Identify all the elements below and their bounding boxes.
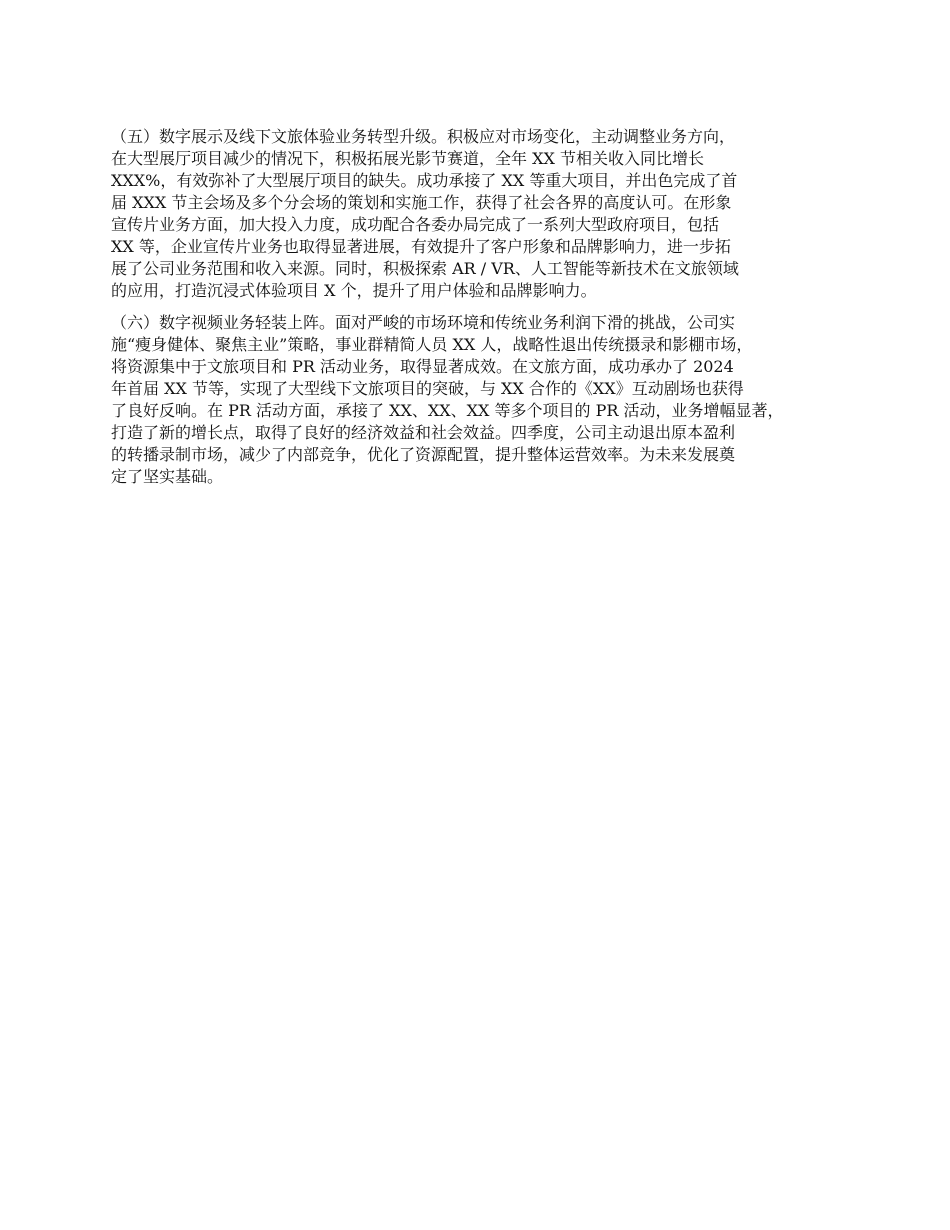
paragraph-line: 的转播录制市场，减少了内部竞争，优化了资源配置，提升整体运营效率。为未来发展奠 — [111, 445, 736, 464]
paragraph-line: 打造了新的增长点，取得了良好的经济效益和社会效益。四季度，公司主动退出原本盈利 — [111, 423, 736, 442]
paragraph-line: （五）数字展示及线下文旅体验业务转型升级。积极应对市场变化，主动调整业务方向， — [111, 127, 736, 146]
paragraph-line: 将资源集中于文旅项目和 PR 活动业务，取得显著成效。在文旅方面，成功承办了 2024 — [111, 357, 734, 376]
paragraph-line: 的应用，打造沉浸式体验项目 X 个，提升了用户体验和品牌影响力。 — [111, 281, 597, 300]
paragraph-line: 年首届 XX 节等，实现了大型线下文旅项目的突破，与 XX 合作的《XX》互动剧场也获得 — [111, 379, 744, 398]
paragraph-line: 展了公司业务范围和收入来源。同时，积极探索 AR / VR、人工智能等新技术在文旅领域 — [111, 259, 739, 278]
paragraph-line: 了良好反响。在 PR 活动方面，承接了 XX、XX、XX 等多个项目的 PR 活动，业务增幅显著， — [111, 401, 784, 420]
paragraph-line: XX 等，企业宣传片业务也取得显著进展，有效提升了客户形象和品牌影响力，进一步拓 — [111, 237, 731, 256]
paragraph-line: 施“瘦身健体、聚焦主业”策略，事业群精简人员 XX 人，战略性退出传统摄录和影棚市场， — [111, 335, 753, 354]
paragraph-line: XXX%，有效弥补了大型展厅项目的缺失。成功承接了 XX 等重大项目，并出色完成了首 — [111, 171, 738, 190]
paragraph-line: 届 XXX 节主会场及多个分会场的策划和实施工作，获得了社会各界的高度认可。在形象 — [111, 193, 732, 212]
paragraph-line: 宣传片业务方面，加大投入力度，成功配合各委办局完成了一系列大型政府项目，包括 — [111, 215, 720, 234]
paragraph-six — [111, 312, 857, 488]
paragraph-line: （六）数字视频业务轻装上阵。面对严峻的市场环境和传统业务利润下滑的挑战，公司实 — [111, 313, 736, 332]
paragraph-five — [111, 126, 857, 302]
paragraph-line: 在大型展厅项目减少的情况下，积极拓展光影节赛道，全年 XX 节相关收入同比增长 — [111, 149, 704, 168]
paragraph-line: 定了坚实基础。 — [111, 467, 224, 486]
document-body — [111, 126, 857, 498]
